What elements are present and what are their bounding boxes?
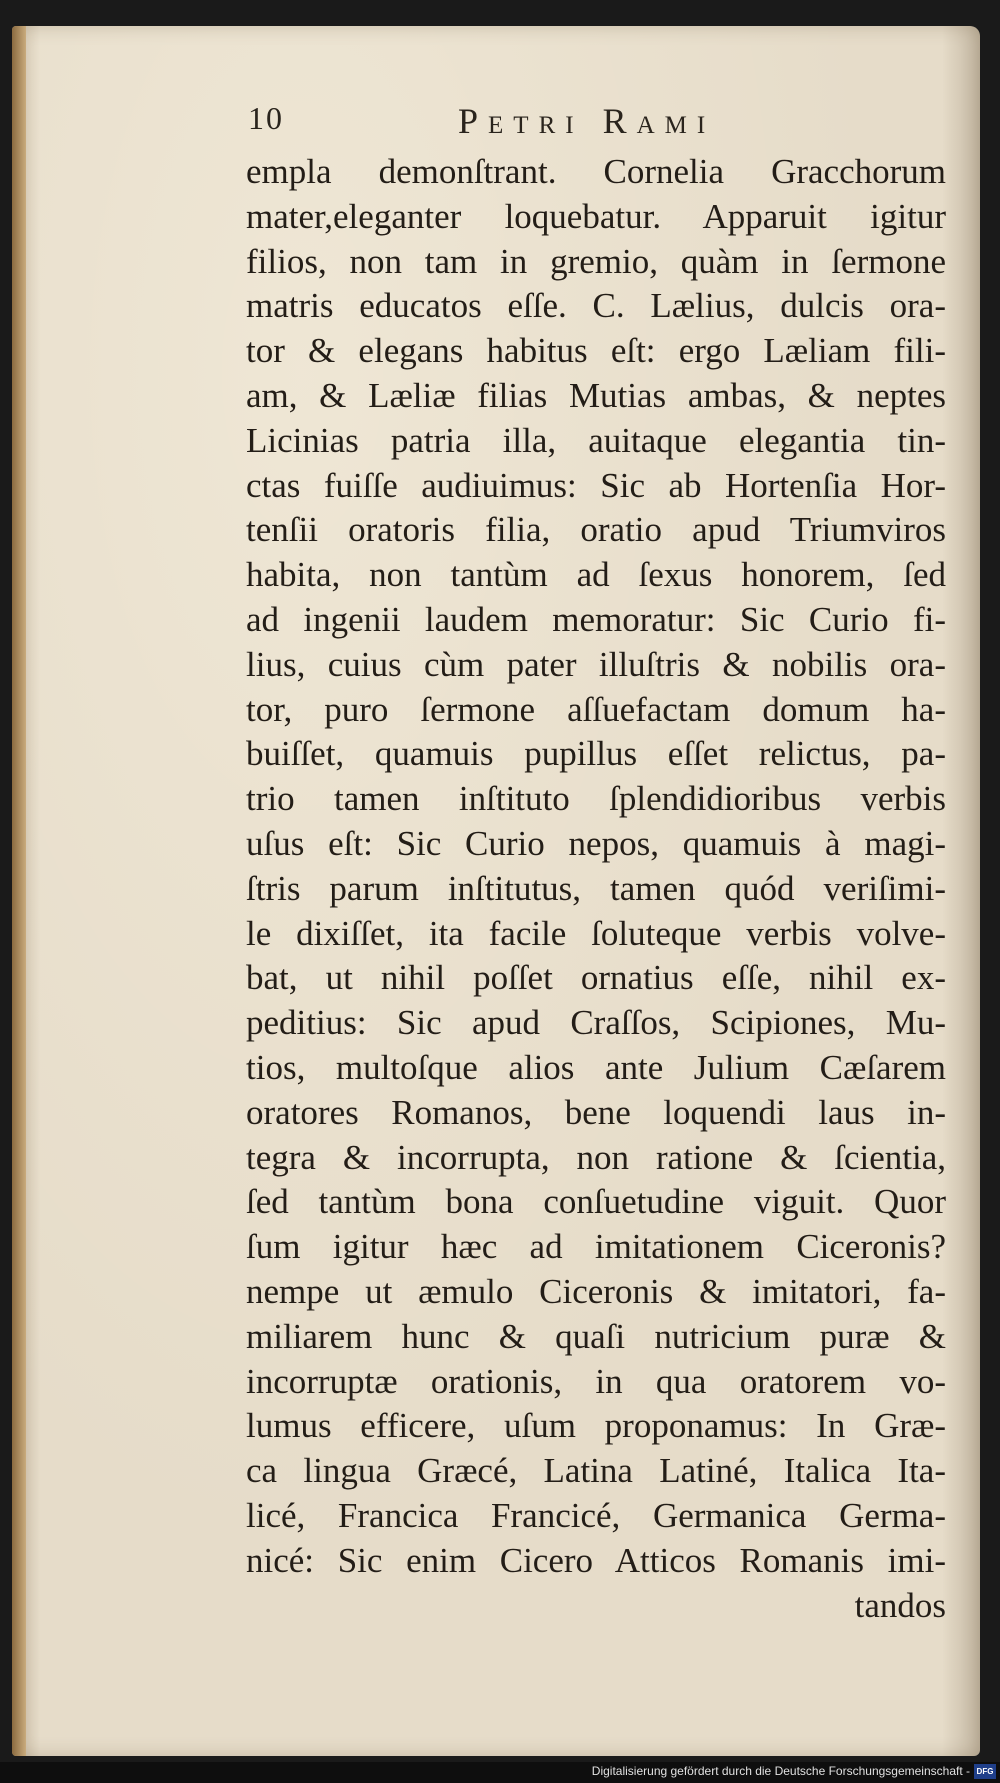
- text-line: peditius: Sic apud Craſſos, Scipiones, Mu-: [246, 1003, 946, 1043]
- text-line: tor, puro ſermone aſſuefactam domum ha-: [246, 689, 946, 729]
- running-head-title: Petri Rami: [458, 101, 716, 141]
- footer-bar: [0, 1762, 1000, 1783]
- text-line: miliarem hunc & quaſi nutricium puræ &: [246, 1316, 946, 1356]
- text-line: ſum igitur hæc ad imitationem Ciceronis?: [246, 1227, 946, 1267]
- text-line: tenſii oratoris filia, oratio apud Triumviros: [246, 510, 946, 550]
- text-line: ſtris parum inſtitutus, tamen quód veriſimi-: [246, 868, 946, 908]
- text-line: tor & elegans habitus eſt: ergo Læliam fili-: [246, 331, 946, 371]
- page-gutter-edge: [12, 26, 26, 1756]
- text-line: buiſſet, quamuis pupillus eſſet relictus, pa-: [246, 734, 946, 774]
- running-head: [248, 100, 848, 150]
- catchword: tandos: [854, 1585, 946, 1625]
- text-line: bat, ut nihil poſſet ornatius eſſe, nihil ex-: [246, 958, 946, 998]
- text-line: lumus efficere, uſum proponamus: In Græ-: [246, 1406, 946, 1446]
- text-line: trio tamen inſtituto ſplendidioribus verbis: [246, 779, 946, 819]
- text-line: empla demonſtrant. Cornelia Gracchorum: [246, 152, 946, 191]
- text-line: am, & Læliæ filias Mutias ambas, & neptes: [246, 375, 946, 415]
- text-line: lius, cuius cùm pater illuſtris & nobilis ora-: [246, 644, 946, 684]
- text-line: tegra & incorrupta, non ratione & ſcientia,: [246, 1137, 946, 1177]
- digitization-credit: Digitalisierung gefördert durch die Deutsche Forschungsgemeinschaft -: [591, 1764, 970, 1778]
- text-line: tios, multoſque alios ante Julium Cæſarem: [246, 1047, 946, 1087]
- text-line: ca lingua Græcé, Latina Latiné, Italica Ita-: [246, 1451, 946, 1491]
- text-line: uſus eſt: Sic Curio nepos, quamuis à magi-: [246, 823, 946, 863]
- text-line: matris educatos eſſe. C. Lælius, dulcis ora-: [246, 286, 946, 326]
- text-line: licé, Francica Francicé, Germanica Germa-: [246, 1495, 946, 1535]
- text-line: oratores Romanos, bene loquendi laus in-: [246, 1092, 946, 1132]
- text-line: le dixiſſet, ita facile ſoluteque verbis volve-: [246, 913, 946, 953]
- text-line: nempe ut æmulo Ciceronis & imitatori, fa-: [246, 1271, 946, 1311]
- text-line: Licinias patria illa, auitaque elegantia tin-: [246, 420, 946, 460]
- page-number: 10: [248, 100, 284, 136]
- text-line: filios, non tam in gremio, quàm in ſermone: [246, 241, 946, 281]
- text-line: ctas fuiſſe audiuimus: Sic ab Hortenſia Hor-: [246, 465, 946, 505]
- text-line: incorruptæ orationis, in qua oratorem vo-: [246, 1361, 946, 1401]
- dfg-logo: DFG: [974, 1764, 996, 1779]
- text-line: mater,eleganter loquebatur. Apparuit igitur: [246, 196, 946, 236]
- body-text: [246, 150, 946, 1628]
- text-line: nicé: Sic enim Cicero Atticos Romanis imi-: [246, 1540, 946, 1580]
- text-line: ad ingenii laudem memoratur: Sic Curio fi-: [246, 599, 946, 639]
- text-line: ſed tantùm bona conſuetudine viguit. Quor: [246, 1182, 946, 1222]
- text-line: habita, non tantùm ad ſexus honorem, ſed: [246, 555, 946, 595]
